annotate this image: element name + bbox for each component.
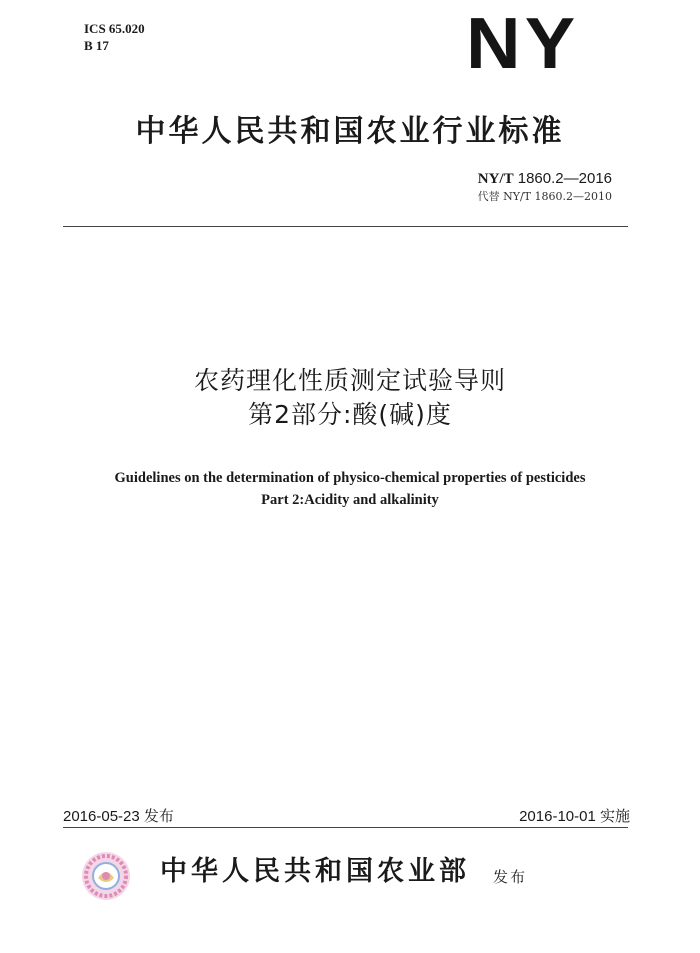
classification-codes — [84, 20, 145, 54]
replaces-note: 代替 NY/T 1860.2—2010 — [477, 190, 612, 203]
standard-number — [478, 170, 612, 188]
ministry-emblem-icon — [80, 850, 132, 902]
chinese-title-line2: 第2部分:酸(碱)度 — [248, 400, 452, 429]
ny-logo: NY — [466, 4, 580, 84]
issuing-authority: 中华人民共和国农业部 — [160, 856, 470, 887]
chinese-title-line1: 农药理化性质测定试验导则 — [193, 366, 506, 395]
standard-category-title: 中华人民共和国农业行业标准 — [135, 114, 565, 149]
standard-code: 1860.2—2016 — [517, 170, 612, 187]
header-divider — [63, 226, 628, 227]
implement-date: 2016-10-01 实施 — [519, 808, 630, 825]
ics-code: ICS 65.020 — [84, 21, 145, 36]
standard-prefix: NY/T — [477, 171, 514, 187]
ccs-code: B 17 — [84, 38, 109, 53]
issue-date: 2016-05-23 发布 — [63, 808, 174, 825]
footer-divider — [63, 827, 628, 828]
chinese-title — [0, 364, 700, 432]
issuing-action: 发布 — [493, 868, 528, 886]
english-title-line1: Guidelines on the determination of physico-chemical properties of pesticides — [114, 470, 586, 486]
standard-number-block — [478, 170, 612, 206]
english-title-line2: Part 2:Acidity and alkalinity — [261, 492, 439, 508]
english-title — [0, 467, 700, 511]
